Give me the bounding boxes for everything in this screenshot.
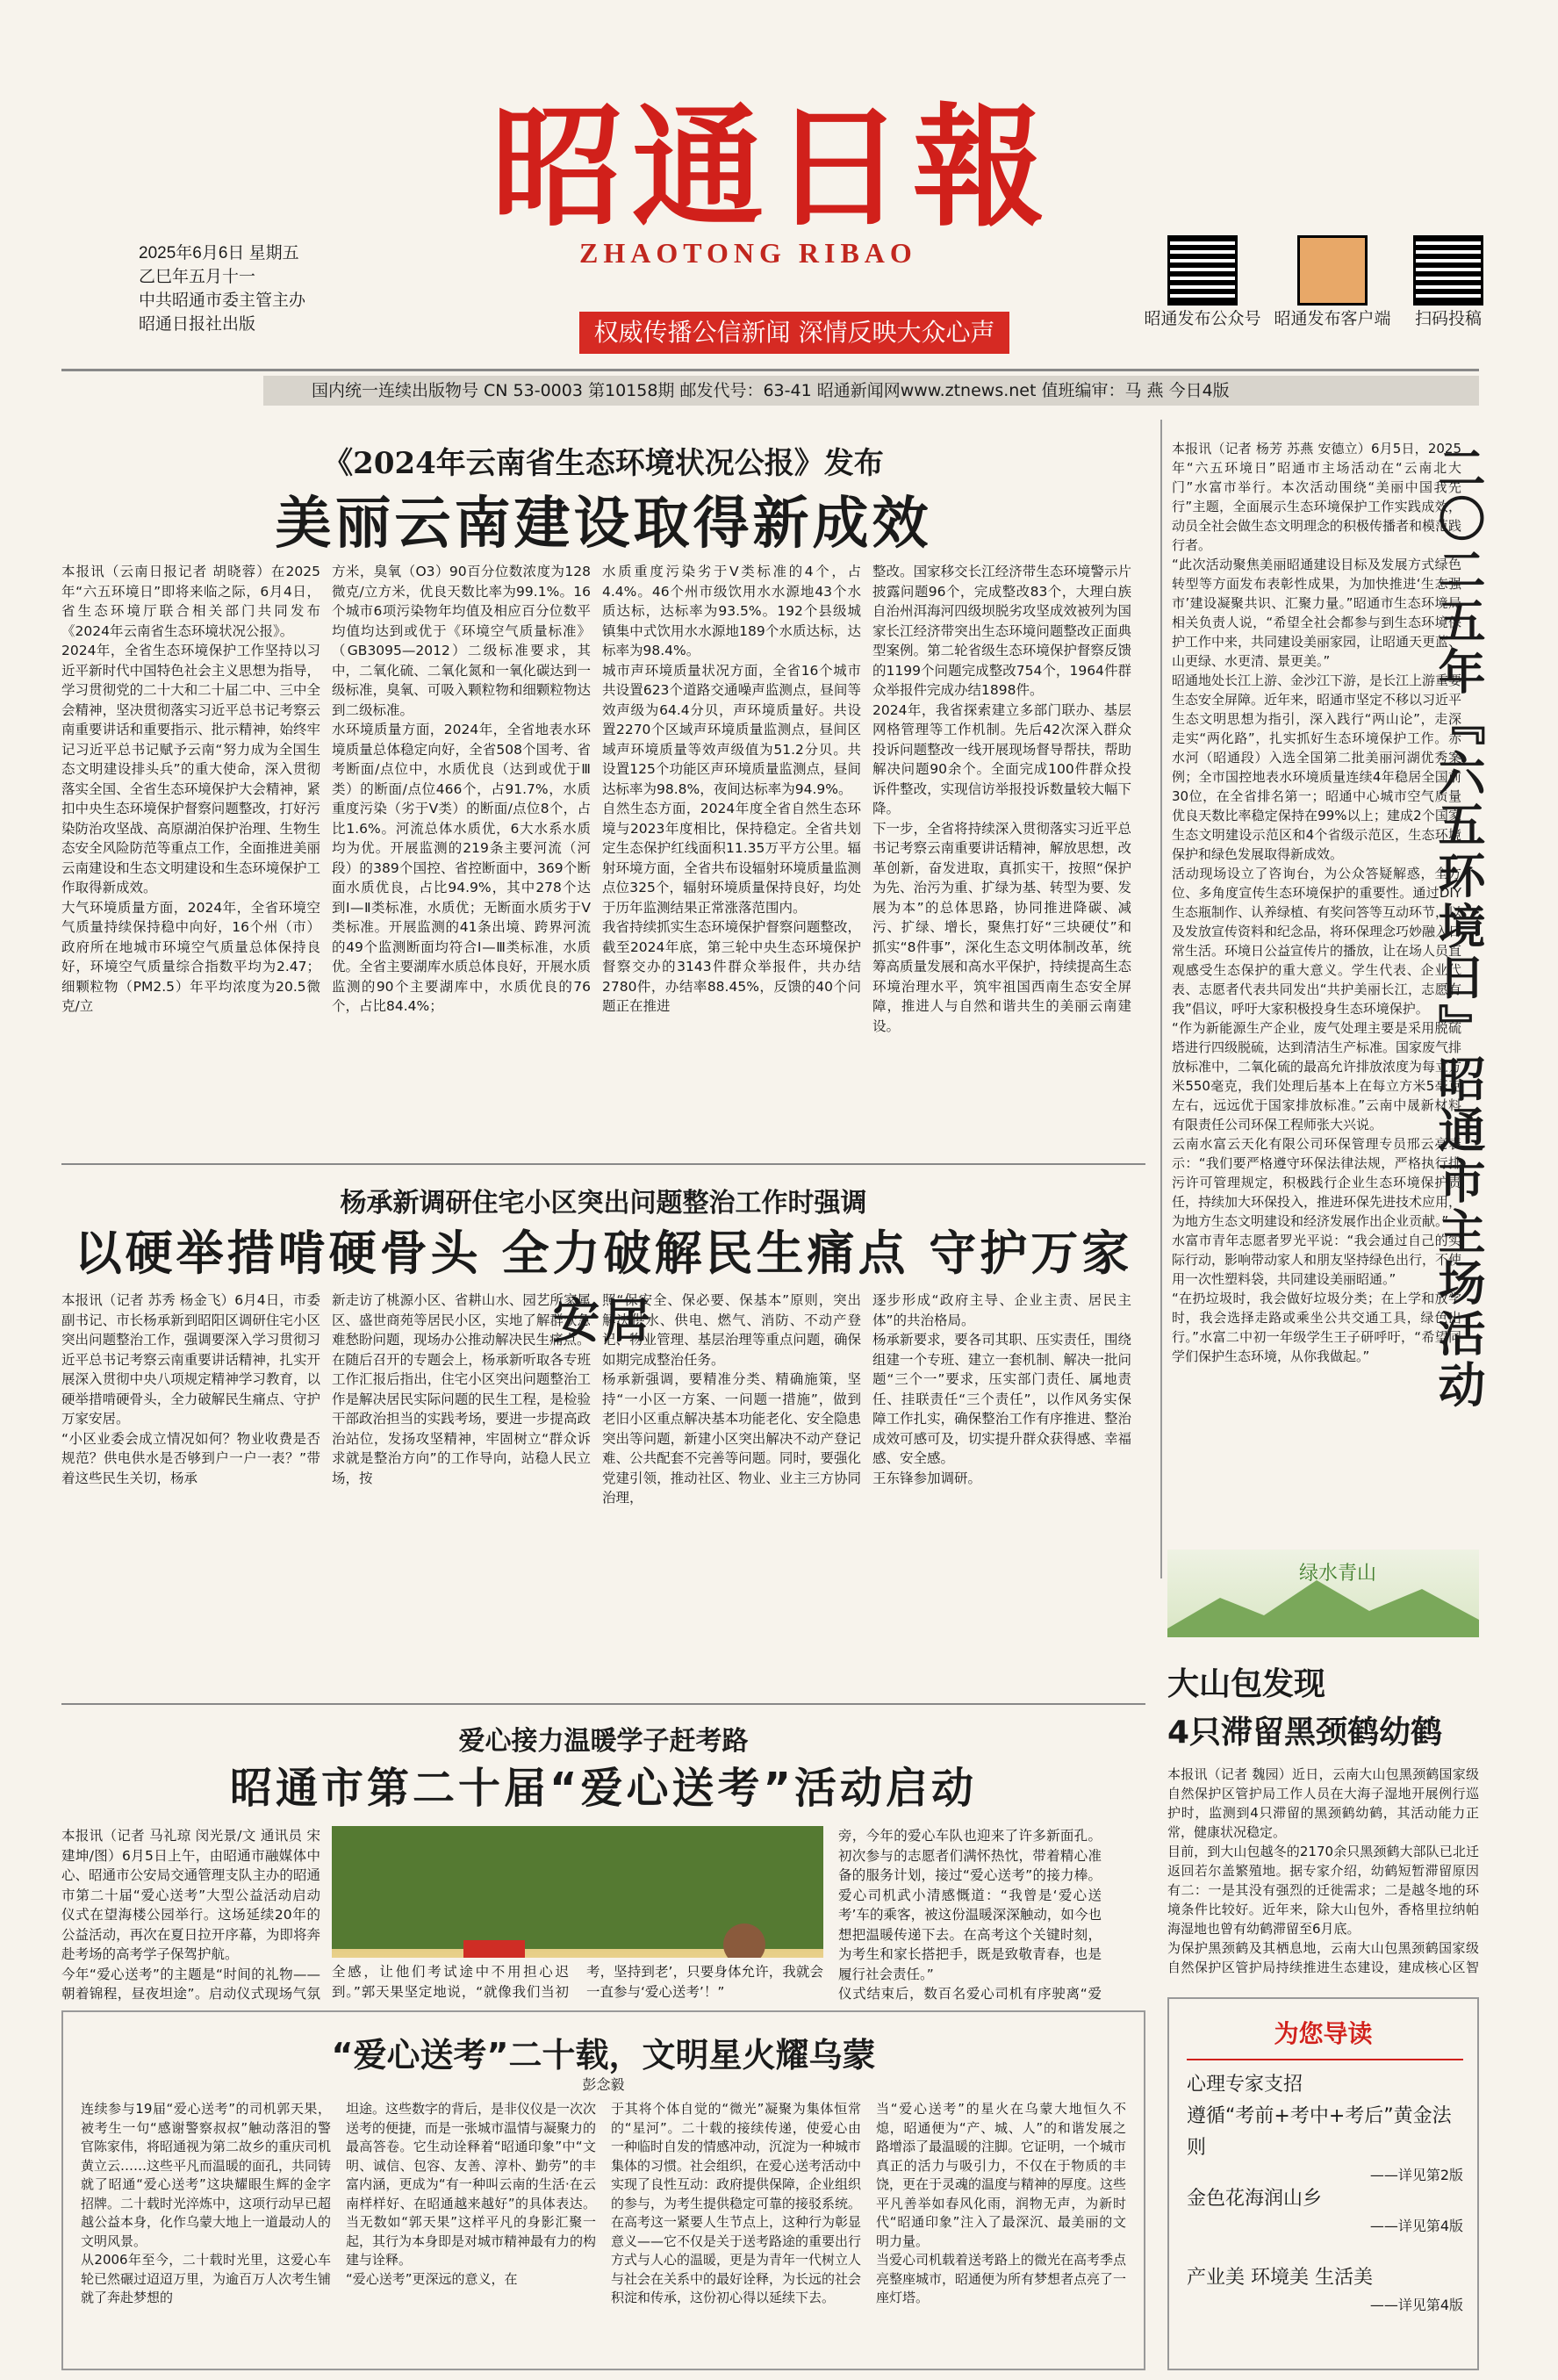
- masthead-pinyin: ZHAOTONG RIBAO: [579, 237, 917, 269]
- guide-item-title: 心理专家支招 遵循“考前+考中+考后”黄金法则: [1187, 2074, 1452, 2159]
- guide-rule: [1187, 2059, 1463, 2060]
- commentary-col3: 于其将个体自觉的“微光”凝聚为集体恒常的“星河”。二十载的接续传递，使爱心由一种临时自发的情感冲动，沉淀为一种城市集体的习惯。社会组织，在爱心送考活动中实现了良性互动：政府提供保障，企业组织的参与，为考生提供稳定可靠的接驳系统。在高考这一紧要人生节点上，这种行为彰显意义——它不仅是关于送考路途的重要出行方式与人心的温暖，更是为青年一代树立人与社会在关系中的最好诠释，为长远的社会积淀和传承，这份初心得以延续下去。: [611, 2101, 861, 2305]
- photo-taxi-sign: [463, 1940, 525, 1958]
- divider: [61, 1703, 1145, 1705]
- qr-icon: [1413, 235, 1483, 306]
- commentary-box: [61, 2010, 1145, 2370]
- banner-text: 绿水青山: [1299, 1563, 1377, 1585]
- qr-label: 扫码投稿: [1414, 309, 1482, 328]
- guide-item-1[interactable]: [1187, 2069, 1463, 2184]
- commentary-title: “爱心送考”二十载，文明星火耀乌蒙: [331, 2036, 876, 2074]
- masthead-meta: [139, 241, 305, 336]
- guide-header: 为您导读: [1274, 2019, 1373, 2048]
- info-bar: 国内统一连续出版物号 CN 53-0003 第10158期 邮发代号：63-41 昭通新闻网www.ztnews.net 值班编审：马 燕 今日4版: [263, 376, 1479, 406]
- article3-photo-caption-a: 全感，让他们考试途中不用担心迟到。”郭天果坚定地说，“就像我们当初: [332, 1964, 569, 2000]
- article1-col3: 水质重度污染劣于Ⅴ类标准的4个，占4.4%。46个州市级饮用水水源地43个水质达标，达标率为93.5%。192个县级城镇集中式饮用水水源地189个水质达标，达标率为98.4%。 城市声环境质量状况方面，全省16个城市共设置623个道路交通噪声监测点，昼间等效声级为64.4分贝，声环境质量好。共设置2270个区域声环境质量监测点，昼间区域声环境质量等效声级值为51.2分贝。共设置125个功能区声环境质量监测点，昼间达标率为98.8%，夜间达标率为94.9%。 自然生态方面，2024年度全省自然生态环境与2023年度相比，保持稳定。全省共划定生态保护红线面积11.35万平方公里。辐射环境方面，全省共布设辐射环境质量监测点位325个，辐射环境质量保持良好，均处于历年监测结果正常涨落范围内。 我省持续抓实生态环境保护督察问题整改，截至2024年底，第三轮中央生态环境保护督察交办的3143件群众举报件，共办结2780件，办结率88.45%，反馈的40个问题正在推进: [602, 564, 861, 1014]
- qr-code-submit[interactable]: [1396, 235, 1501, 329]
- article3-photo-caption-b: 考，坚持到老’，只要身体允许，我就会一直参与‘爱心送考’！”: [586, 1964, 823, 2000]
- article2-col3: 照“保安全、保必要、保基本”原则，突出解决供水、供电、燃气、消防、不动产登记、物业管理、基层治理等重点问题，确保如期完成整治任务。 杨承新强调，要精准分类、精确施策，坚持“一小区一方案、一问题一措施”，做到老旧小区重点解决基本功能老化、安全隐患突出等问题，新建小区突出解决不动产登记难、公共配套不完善等问题。同时，要强化党建引领，推动社区、物业、业主三方协同治理，: [602, 1292, 861, 1506]
- article1-kicker: 《2024年云南省生态环境状况公报》发布: [323, 446, 884, 481]
- commentary-author: 彭念毅: [582, 2076, 625, 2093]
- mountain-shape: [1167, 1580, 1479, 1637]
- article1-col4: 整改。国家移交长江经济带生态环境警示片披露问题96个，完成整改83个，大理白族自治州洱海河四级坝脱劣攻坚成效被列为国家长江经济带突出生态环境问题整改正面典型案例。第二轮省级生态环境保护督察反馈的1199个问题完成整改754个，1964件群众举报件完成办结1898件。 2024年，我省探索建立多部门联办、基层网格管理等工作机制。先后42次深入群众投诉问题整改一线开展现场督导帮扶，帮助解决问题90余个。全面完成100件群众投诉件整改，实现信访举报投诉数量较大幅下降。 下一步，全省将持续深入贯彻落实习近平总书记考察云南重要讲话精神，解放思想，改革创新，奋发进取，真抓实干，按照“保护为先、治污为重、扩绿为基、转型为要、发展为本”的总体思路，协同推进降碳、减污、扩绿、增长，聚焦打好“三块硬仗”和抓实“8件事”，深化生态文明体制改革，统筹高质量发展和高水平保护，持续提高生态环境治理水平，筑牢祖国西南生态安全屏障，推进人与自然和谐共生的美丽云南建设。: [872, 564, 1131, 1034]
- qr-label: 昭通发布公众号: [1144, 309, 1261, 328]
- article2-col1: 本报讯（记者 苏秀 杨金飞）6月4日，市委副书记、市长杨承新到昭阳区调研住宅小区突出问题整治工作，强调要深入学习贯彻习近平总书记考察云南重要讲话精神，扎实开展深入贯彻中央八项规定精神学习教育，以硬举措啃硬骨头，全力破解民生痛点、守护万家安居。 “小区业委会成立情况如何？物业收费是否规范？供电供水是否够到户一户一表？”带着这些民生关切，杨承: [61, 1292, 320, 1486]
- article2-kicker: 杨承新调研住宅小区突出问题整治工作时强调: [340, 1188, 867, 1219]
- divider: [61, 369, 1479, 371]
- commentary-col1: 连续参与19届“爱心送考”的司机郭天果，被考生一句“感谢警察叔叔”触动落泪的警官陈家伟，将昭通视为第二故乡的重庆司机黄立云……这些平凡而温暖的面孔，共同铸就了昭通“爱心送考”这块耀眼生辉的金字招牌。二十载时光淬炼中，这项行动早已超越公益本身，化作乌蒙大地上一道最动人的文明风景。 从2006年至今，二十载时光里，这爱心车轮已然碾过迢迢万里，为逾百万人次考生铺就了奔赴梦想的: [81, 2101, 331, 2305]
- masthead-title: 昭通日報: [492, 90, 1054, 245]
- article3-col3: 旁，今年的爱心车队也迎来了许多新面孔。初次参与的志愿者们满怀热忱，带着精心准备的服务计划，接过“爱心送考”的接力棒。爱心司机武小清感慨道：“我曾是‘爱心送考’车的乘客，被这份温暖深深触动，如今也想把温暖传递下去。在高考这个关键时刻，为考生和家长搭把手，既是致敬青春，也是履行社会责任。” 仪式结束后，数百名爱心司机有序驶离“爱: [838, 1828, 1102, 2002]
- sidebar-env-title: 二〇二五年『六五环境日』昭通市主场活动: [1431, 443, 1486, 1411]
- guide-item-title: 产业美 环境美 生活美: [1187, 2267, 1373, 2289]
- guide-item-3[interactable]: [1187, 2262, 1463, 2314]
- commentary-col2: 坦途。这些数字的背后，是非仪仪是一次次送考的便捷，而是一张城市温情与凝聚力的最高答卷。它生动诠释着“昭通印象”中“文明、诚信、包容、友善、淳朴、勤劳”的丰富内涵，更成为“有一种叫云南的生活·在云南样样好、在昭通越来越好”的具体表达。当无数如“郭天果”这样平凡的身影汇聚一起，其行为本身即是对城市精神最有力的构建与诠释。 “爱心送考”更深远的意义，在: [346, 2101, 596, 2287]
- photo-love-send-exam: [332, 1826, 823, 1958]
- sidebar-crane-banner: [1167, 1550, 1479, 1637]
- article1-col2: 方米，臭氧（O3）90百分位数浓度为128微克/立方米，优良天数比率为99.1%。16个城市6项污染物年均值及相应百分位数平均值均达到或优于《环境空气质量标准》（GB3095—2012）二级标准要求，其中，二氧化硫、二氧化氮和一氧化碳达到一级标准，臭氧、可吸入颗粒物和细颗粒物达到二级标准。 水环境质量方面，2024年，全省地表水环境质量总体稳定向好，全省508个国考、省考断面/点位中，水质优良（达到或优于Ⅲ类）的断面/点位466个，占91.7%，水质重度污染（劣于Ⅴ类）的断面/点位8个，占比1.6%。河流总体水质优，6大水系水质均为优。开展监测的219条主要河流（河段）的389个国控、省控断面中，369个断面水质优良，占比94.9%，其中278个达到Ⅰ—Ⅱ类标准，水质优；无断面水质劣于Ⅴ类标准。开展监测的41条出境、跨界河流的49个监测断面均符合Ⅰ—Ⅲ类标准，水质优。全省主要湖库水质总体良好，开展水质监测的90个主要湖库中，水质优良的76个，占比84.4%；: [332, 564, 591, 1014]
- publisher: 昭通日报社出版: [139, 315, 256, 334]
- article3-col1: 本报讯（记者 马礼琼 闵光景/文 通讯员 宋建坤/图）6月5日上午，由昭通市融媒体中心、昭通市公安局交通管理支队主办的昭通市第二十届“爱心送考”大型公益活动启动仪式在望海楼公园举行。这场延续20年的公益活动，再次在夏日拉开序幕，为即将奔赴考场的高考学子保驾护航。 今年“爱心送考”的主题是“时间的礼物——朝着锦程，昼夜坦途”。启动仪式现场气氛: [61, 1828, 320, 2002]
- sidebar-crane-body: 本报讯（记者 魏园）近日，云南大山包黑颈鹤国家级自然保护区管护局工作人员在大海子湿地开展例行巡护时，监测到4只滞留的黑颈鹤幼鹤，其活动能力正常，健康状况稳定。 目前，到大山包越冬的2170余只黑颈鹤大部队已北迁返回若尔盖繁殖地。据专家介绍，幼鹤短暂滞留原因有二：一是其没有强烈的迁徙需求；二是越冬地的环境条件比较好。近年来，除大山包外，香格里拉纳帕海湿地也曾有幼鹤滞留至6月底。 为保护黑颈鹤及其栖息地，云南大山包黑颈鹤国家级自然保护区管护局持续推进生态建设，建成核心区智: [1167, 1766, 1479, 1975]
- guide-item-2[interactable]: [1187, 2183, 1463, 2235]
- guide-item-ref: ——详见第4版: [1369, 2297, 1463, 2313]
- guide-item-ref: ——详见第2版: [1369, 2167, 1463, 2183]
- sidebar-crane-headline-1: 大山包发现: [1167, 1666, 1326, 1702]
- commentary-col4: 当“爱心送考”的星火在乌蒙大地恒久不熄，昭通便为“产、城、人”的和谐发展之路增添了最温暖的注脚。它证明，一个城市真正的活力与吸引力，不仅在于物质的丰饶，更在于灵魂的温度与精神的厚度。这些平凡善举如春风化雨，润物无声，为新时代“昭通印象”注入了最深沉、最美丽的文明力量。 当爱心司机载着送考路上的微光在高考季点亮整座城市，昭通便为所有梦想者点亮了一座灯塔。: [876, 2101, 1126, 2305]
- article1-headline: 美丽云南建设取得新成效: [275, 492, 932, 557]
- sidebar-env-body: 本报讯（记者 杨芳 苏燕 安德立）6月5日，2025年“六五环境日”昭通市主场活动在“云南北大门”水富市举行。本次活动围绕“美丽中国我先行”主题，全面展示生态环境保护工作实践成效，动员全社会做生态文明理念的积极传播者和模范践行者。 “此次活动聚焦美丽昭通建设目标及发展方式绿色转型等方面发布表彰性成果，为加快推进‘生态强市’建设凝聚共识、汇聚力量。”昭通市生态环境局相关负责人说，“希望全社会都参与到生态环境保护工作中来，共同建设美丽家园，让昭通天更蓝、山更绿、水更清、景更美。” 昭通地处长江上游、金沙江下游，是长江上游重要生态安全屏障。近年来，昭通市坚定不移以习近平生态文明思想为指引，深入践行“两山论”，走深走实“两化路”，扎实抓好生态环境保护工作。赤水河（昭通段）入选全国第二批美丽河湖优秀案例；全市国控地表水环境质量连续4年稳居全国前30位，在全省排名第一；昭通中心城市空气质量优良天数比率稳定保持在99%以上；建成2个国家生态文明建设示范区和4个省级示范区，生态环境保护和绿色发展取得新成效。 活动现场设立了咨询台，为公众答疑解惑，全方位、多角度宣传生态环境保护的重要性。通过DIY生态瓶制作、认养绿植、有奖问答等互动环节，以及发放宣传资料和纪念品，将环保理念巧妙融入日常生活。环境日公益宣传片的播放，让在场人员直观感受生态保护的重大意义。学生代表、企业代表、志愿者代表共同发出“共护美丽长江，志愿有我”倡议，呼吁大家积极投身生态环境保护。 “作为新能源生产企业，废气处理主要是采用脱硫塔进行四级脱硫，达到清洁生产标准。国家废气排放标准中，二氧化硫的最高允许排放浓度为每立方米550毫克，我们处理后基本上在每立方米5毫克左右，远远优于国家排放标准。”云南中晟新材料有限责任公司环保工程师张大兴说。 云南水富云天化有限公司环保管理专员邢云亮表示：“我们要严格遵守环保法律法规，严格执行排污许可管理规定，积极践行企业生态环境保护责任，持续加大环保投入，推进环保先进技术应用，为地方生态文明建设和经济发展作出企业贡献。” 水富市青年志愿者罗光平说：“我会通过自己的实际行动，影响带动家人和朋友坚持绿色出行，不使用一次性塑料袋，共同建设美丽昭通。” “在扔垃圾时，我会做好垃圾分类；在上学和放学时，我会选择走路或乘坐公共交通工具，绿色出行。”水富二中初一年级学生王子研呼吁，“希望同学们保护生态环境，从你我做起。”: [1172, 441, 1461, 1364]
- sidebar-crane-headline-2: 4只滞留黑颈鹤幼鹤: [1167, 1715, 1443, 1751]
- article2-col4: 逐步形成“政府主导、企业主责、居民主体”的共治格局。 杨承新要求，要各司其职、压实责任，围绕组建一个专班、建立一套机制、解决一批问题“三个一”要求，压实部门责任、属地责任、挂联责任“三个责任”，以作风务实保障工作扎实，确保整治工作有序推进、整治成效可感可及，切实提升群众获得感、幸福感、安全感。 王东锋参加调研。: [872, 1292, 1131, 1486]
- qr-label: 昭通发布客户端: [1274, 309, 1391, 328]
- qr-icon: [1297, 235, 1368, 306]
- qr-code-official-account[interactable]: [1141, 235, 1264, 329]
- sidebar-divider: [1160, 420, 1162, 1578]
- article1-col1: 本报讯（云南日报记者 胡晓蓉）在2025年“六五环境日”即将来临之际，6月4日，省生态环境厅联合相关部门共同发布《2024年云南省生态环境状况公报》。 2024年，全省生态环境保护工作坚持以习近平新时代中国特色社会主义思想为指导，学习贯彻党的二十大和二十届二中、三中全会精神，坚决贯彻落实习近平总书记考察云南重要讲话和重要指示、批示精神，始终牢记习近平总书记赋予云南“努力成为全国生态文明建设排头兵”的重大使命，深入贯彻落实全国、全省生态环境保护大会精神，紧扣中央生态环境保护督察问题整改，打好污染防治攻坚战、高原湖泊保护治理、生物生态安全风险防范等重点工作，全面推进美丽云南建设和生态文明建设和生态环境保护工作取得新成效。 大气环境质量方面，2024年，全省环境空气质量持续保持稳中向好，16个州（市）政府所在地城市环境空气质量总体保持良好，环境空气质量综合指数平均为2.47；细颗粒物（PM2.5）年平均浓度为20.5微克/立: [61, 564, 320, 1014]
- guide-item-ref: ——详见第4版: [1369, 2218, 1463, 2234]
- article3-headline: 昭通市第二十届“爱心送考”活动启动: [229, 1764, 978, 1813]
- lunar-date: 乙巳年五月十一: [139, 268, 256, 286]
- qr-icon: [1167, 235, 1238, 306]
- article2-col2: 新走访了桃源小区、省耕山水、园艺所家属区、盛世商苑等居民小区，实地了解群众急难愁盼问题，现场办公推动解决民生痛点。 在随后召开的专题会上，杨承新听取各专班工作汇报后指出，住宅小区突出问题整治工作是解决居民实际问题的民生工程，是检验干部政治担当的实践考场，要进一步提高政治站位，发扬攻坚精神，牢固树立“群众诉求就是整治方向”的工作导向，站稳人民立场，按: [332, 1292, 591, 1486]
- guide-item-title: 金色花海润山乡: [1187, 2188, 1323, 2210]
- issue-date: 2025年6月6日 星期五: [139, 244, 299, 262]
- article3-kicker: 爱心接力温暖学子赶考路: [458, 1726, 749, 1757]
- guide-box: [1167, 1997, 1479, 2370]
- slogan-banner: 权威传播公信新闻 深情反映大众心声: [579, 312, 1009, 354]
- qr-code-client[interactable]: [1271, 235, 1394, 329]
- photo-scene: [332, 1826, 823, 1958]
- article2-headline: 以硬举措啃硬骨头 全力破解民生痛点 守护万家安居: [74, 1226, 1133, 1348]
- sponsor: 中共昭通市委主管主办: [139, 291, 306, 310]
- divider: [61, 1163, 1145, 1165]
